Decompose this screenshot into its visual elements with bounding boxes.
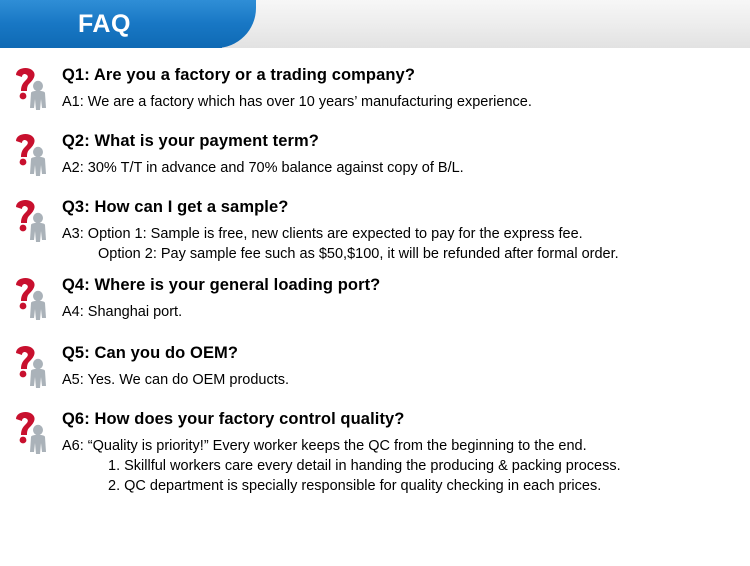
faq-answer-line: Option 2: Pay sample fee such as $50,$100, it will be refunded after formal order. (98, 246, 619, 262)
question-mark-person-icon (10, 198, 56, 246)
faq-entry (0, 342, 750, 396)
faq-question: Q6: How does your factory control quality? (62, 410, 405, 428)
question-mark-person-icon (10, 66, 56, 114)
faq-answer-line: 2. QC department is specially responsible for quality checking in each prices. (108, 478, 602, 494)
faq-answer-line: A6: “Quality is priority!” Every worker keeps the QC from the beginning to the end. (62, 438, 587, 454)
faq-question: Q1: Are you a factory or a trading company? (62, 66, 416, 84)
faq-question: Q3: How can I get a sample? (62, 198, 289, 216)
question-mark-person-icon (10, 410, 56, 458)
faq-question: Q5: Can you do OEM? (62, 344, 239, 362)
faq-entry (0, 64, 750, 118)
faq-list (0, 48, 750, 496)
faq-answer-line: A3: Option 1: Sample is free, new clients are expected to pay for the express fee. (62, 226, 583, 242)
page-title: FAQ (78, 10, 131, 38)
page-header (0, 0, 750, 48)
faq-entry (0, 130, 750, 184)
faq-entry (0, 196, 750, 264)
faq-entry (0, 274, 750, 328)
question-mark-person-icon (10, 276, 56, 324)
faq-answer-line: A5: Yes. We can do OEM products. (62, 372, 290, 388)
faq-answer-line: A4: Shanghai port. (62, 304, 183, 320)
faq-answer-line: A2: 30% T/T in advance and 70% balance against copy of B/L. (62, 160, 464, 176)
faq-answer-line: 1. Skillful workers care every detail in handing the producing & packing process. (108, 458, 621, 474)
question-mark-person-icon (10, 344, 56, 392)
faq-question: Q4: Where is your general loading port? (62, 276, 381, 294)
faq-entry (0, 408, 750, 496)
faq-question: Q2: What is your payment term? (62, 132, 319, 150)
question-mark-person-icon (10, 132, 56, 180)
faq-answer-line: A1: We are a factory which has over 10 years’ manufacturing experience. (62, 94, 532, 110)
